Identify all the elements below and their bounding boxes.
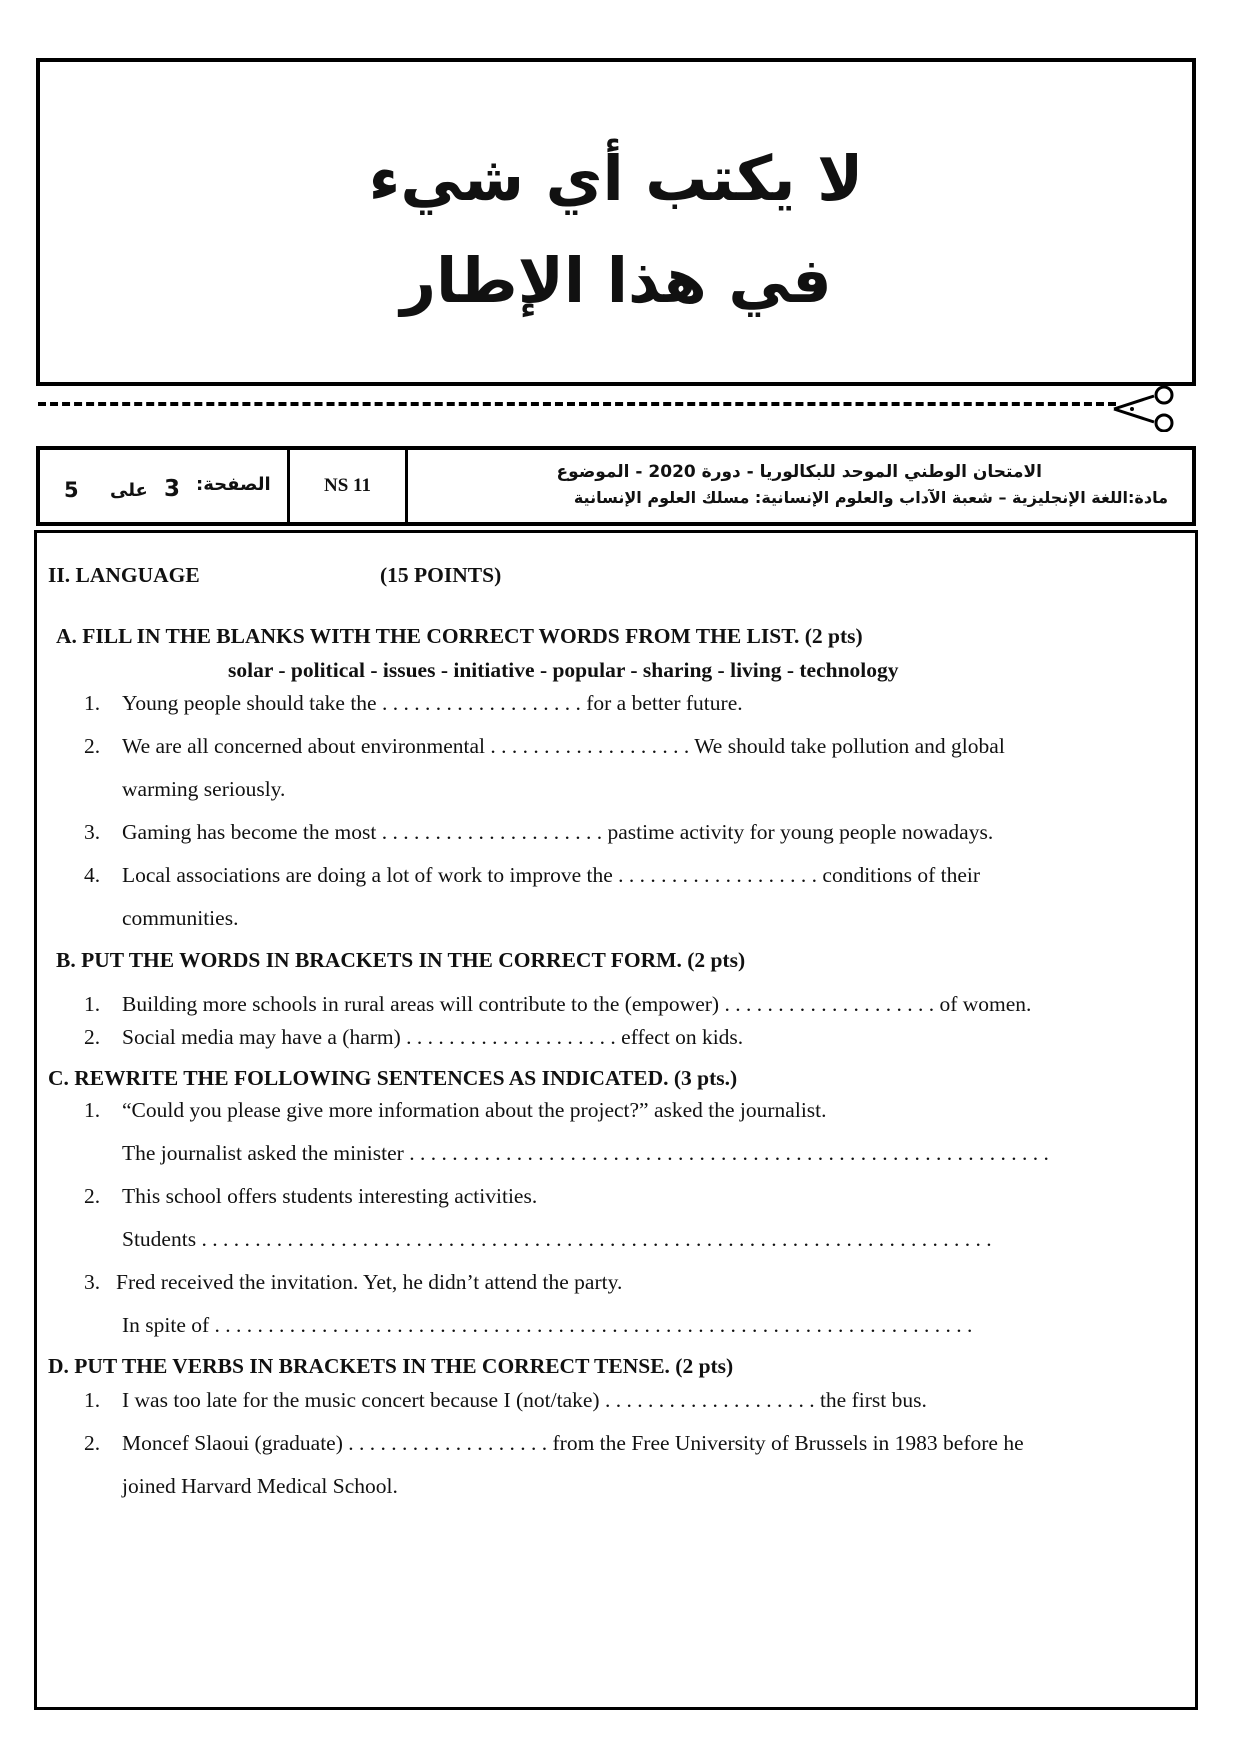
part-a-item-text: Young people should take the . . . . . . . . . . . . . . . . . . . for a better future.: [122, 691, 743, 715]
exam-title: [408, 450, 1192, 522]
part-b-item-text: Social media may have a (harm) . . . . . . . . . . . . . . . . . . . . effect on kids.: [122, 1025, 744, 1049]
page-label: الصفحة:: [196, 474, 271, 495]
part-a-item-text: We are all concerned about environmental . . . . . . . . . . . . . . . . . . . We should take pollution and global: [122, 734, 1005, 758]
page-indicator: [40, 450, 290, 522]
part-a-item-continuation: communities.: [122, 906, 239, 930]
page-current: 3: [164, 476, 181, 502]
part-c-heading: C. REWRITE THE FOLLOWING SENTENCES AS INDICATED. (3 pts.): [48, 1066, 738, 1090]
part-a-word-list: solar - political - issues - initiative - popular - sharing - living - technology: [228, 658, 899, 682]
exam-code: NS 11: [290, 450, 408, 522]
part-d-heading: D. PUT THE VERBS IN BRACKETS IN THE CORRECT TENSE. (2 pts): [48, 1354, 734, 1378]
part-b-item-number: 2.: [84, 1025, 101, 1049]
section-title: II. LANGUAGE: [48, 563, 200, 587]
part-a-item-number: 2.: [84, 734, 101, 758]
part-d-item-number: 2.: [84, 1431, 101, 1455]
page-total: 5: [64, 478, 79, 502]
part-c-item-number: 1.: [84, 1098, 101, 1122]
cut-line: [38, 402, 1116, 406]
exam-title-line-1: الامتحان الوطني الموحد للبكالوريا - دورة 2020 - الموضوع: [556, 462, 1042, 482]
part-a-item-number: 1.: [84, 691, 101, 715]
part-c-answer-line: The journalist asked the minister . . . . . . . . . . . . . . . . . . . . . . . . . . . . . . . . . . . . . . . . . . . . . . . . . . . . . . . . . . . .: [122, 1141, 1049, 1165]
exam-title-line-2: مادة:اللغة الإنجليزية – شعبة الآداب والعلوم الإنسانية: مسلك العلوم الإنسانية: [573, 488, 1168, 507]
do-not-write-frame: [36, 58, 1196, 386]
part-a-heading: A. FILL IN THE BLANKS WITH THE CORRECT WORDS FROM THE LIST. (2 pts): [56, 624, 863, 648]
part-b-heading: B. PUT THE WORDS IN BRACKETS IN THE CORRECT FORM. (2 pts): [56, 948, 746, 972]
part-a-item-continuation: warming seriously.: [122, 777, 286, 801]
part-c-answer-line: In spite of . . . . . . . . . . . . . . . . . . . . . . . . . . . . . . . . . . . . . . . . . . . . . . . . . . . . . . . . . . . . . . . . . . . . . . .: [122, 1313, 973, 1337]
part-c-item-text: This school offers students interesting activities.: [122, 1184, 538, 1208]
part-d-item-continuation: joined Harvard Medical School.: [122, 1474, 398, 1498]
exam-header: [36, 446, 1196, 526]
part-c-item-number: 2.: [84, 1184, 101, 1208]
part-d-item-text: I was too late for the music concert because I (not/take) . . . . . . . . . . . . . . . . . . . . the first bus.: [122, 1388, 927, 1412]
frame-line-2: في هذا الإطار: [400, 244, 832, 317]
section-points: (15 POINTS): [380, 563, 502, 587]
part-c-item-number: 3.: [84, 1270, 101, 1294]
part-a-item-number: 4.: [84, 863, 101, 887]
part-c-answer-line: Students . . . . . . . . . . . . . . . . . . . . . . . . . . . . . . . . . . . . . . . . . . . . . . . . . . . . . . . . . . . . . . . . . . . . . . . . . .: [122, 1227, 992, 1251]
frame-line-1: لا يكتب أي شيء: [368, 142, 864, 215]
part-b-item-number: 1.: [84, 992, 101, 1016]
part-d-item-text: Moncef Slaoui (graduate) . . . . . . . . . . . . . . . . . . . from the Free University of Brussels in 1983 before he: [122, 1431, 1024, 1455]
part-d-item-number: 1.: [84, 1388, 101, 1412]
part-c-item-text: “Could you please give more information about the project?” asked the journalist.: [122, 1098, 827, 1122]
part-a-item-text: Gaming has become the most . . . . . . . . . . . . . . . . . . . . . pastime activity for young people nowadays.: [122, 820, 994, 844]
part-c-item-text: Fred received the invitation. Yet, he didn’t attend the party.: [116, 1270, 623, 1294]
page-of: على: [110, 480, 148, 501]
part-a-item-text: Local associations are doing a lot of work to improve the . . . . . . . . . . . . . . . . . . . conditions of their: [122, 863, 981, 887]
scissors-icon: [1110, 386, 1180, 432]
part-b-item-text: Building more schools in rural areas will contribute to the (empower) . . . . . . . . . . . . . . . . . . . . of women.: [122, 992, 1032, 1016]
part-a-item-number: 3.: [84, 820, 101, 844]
